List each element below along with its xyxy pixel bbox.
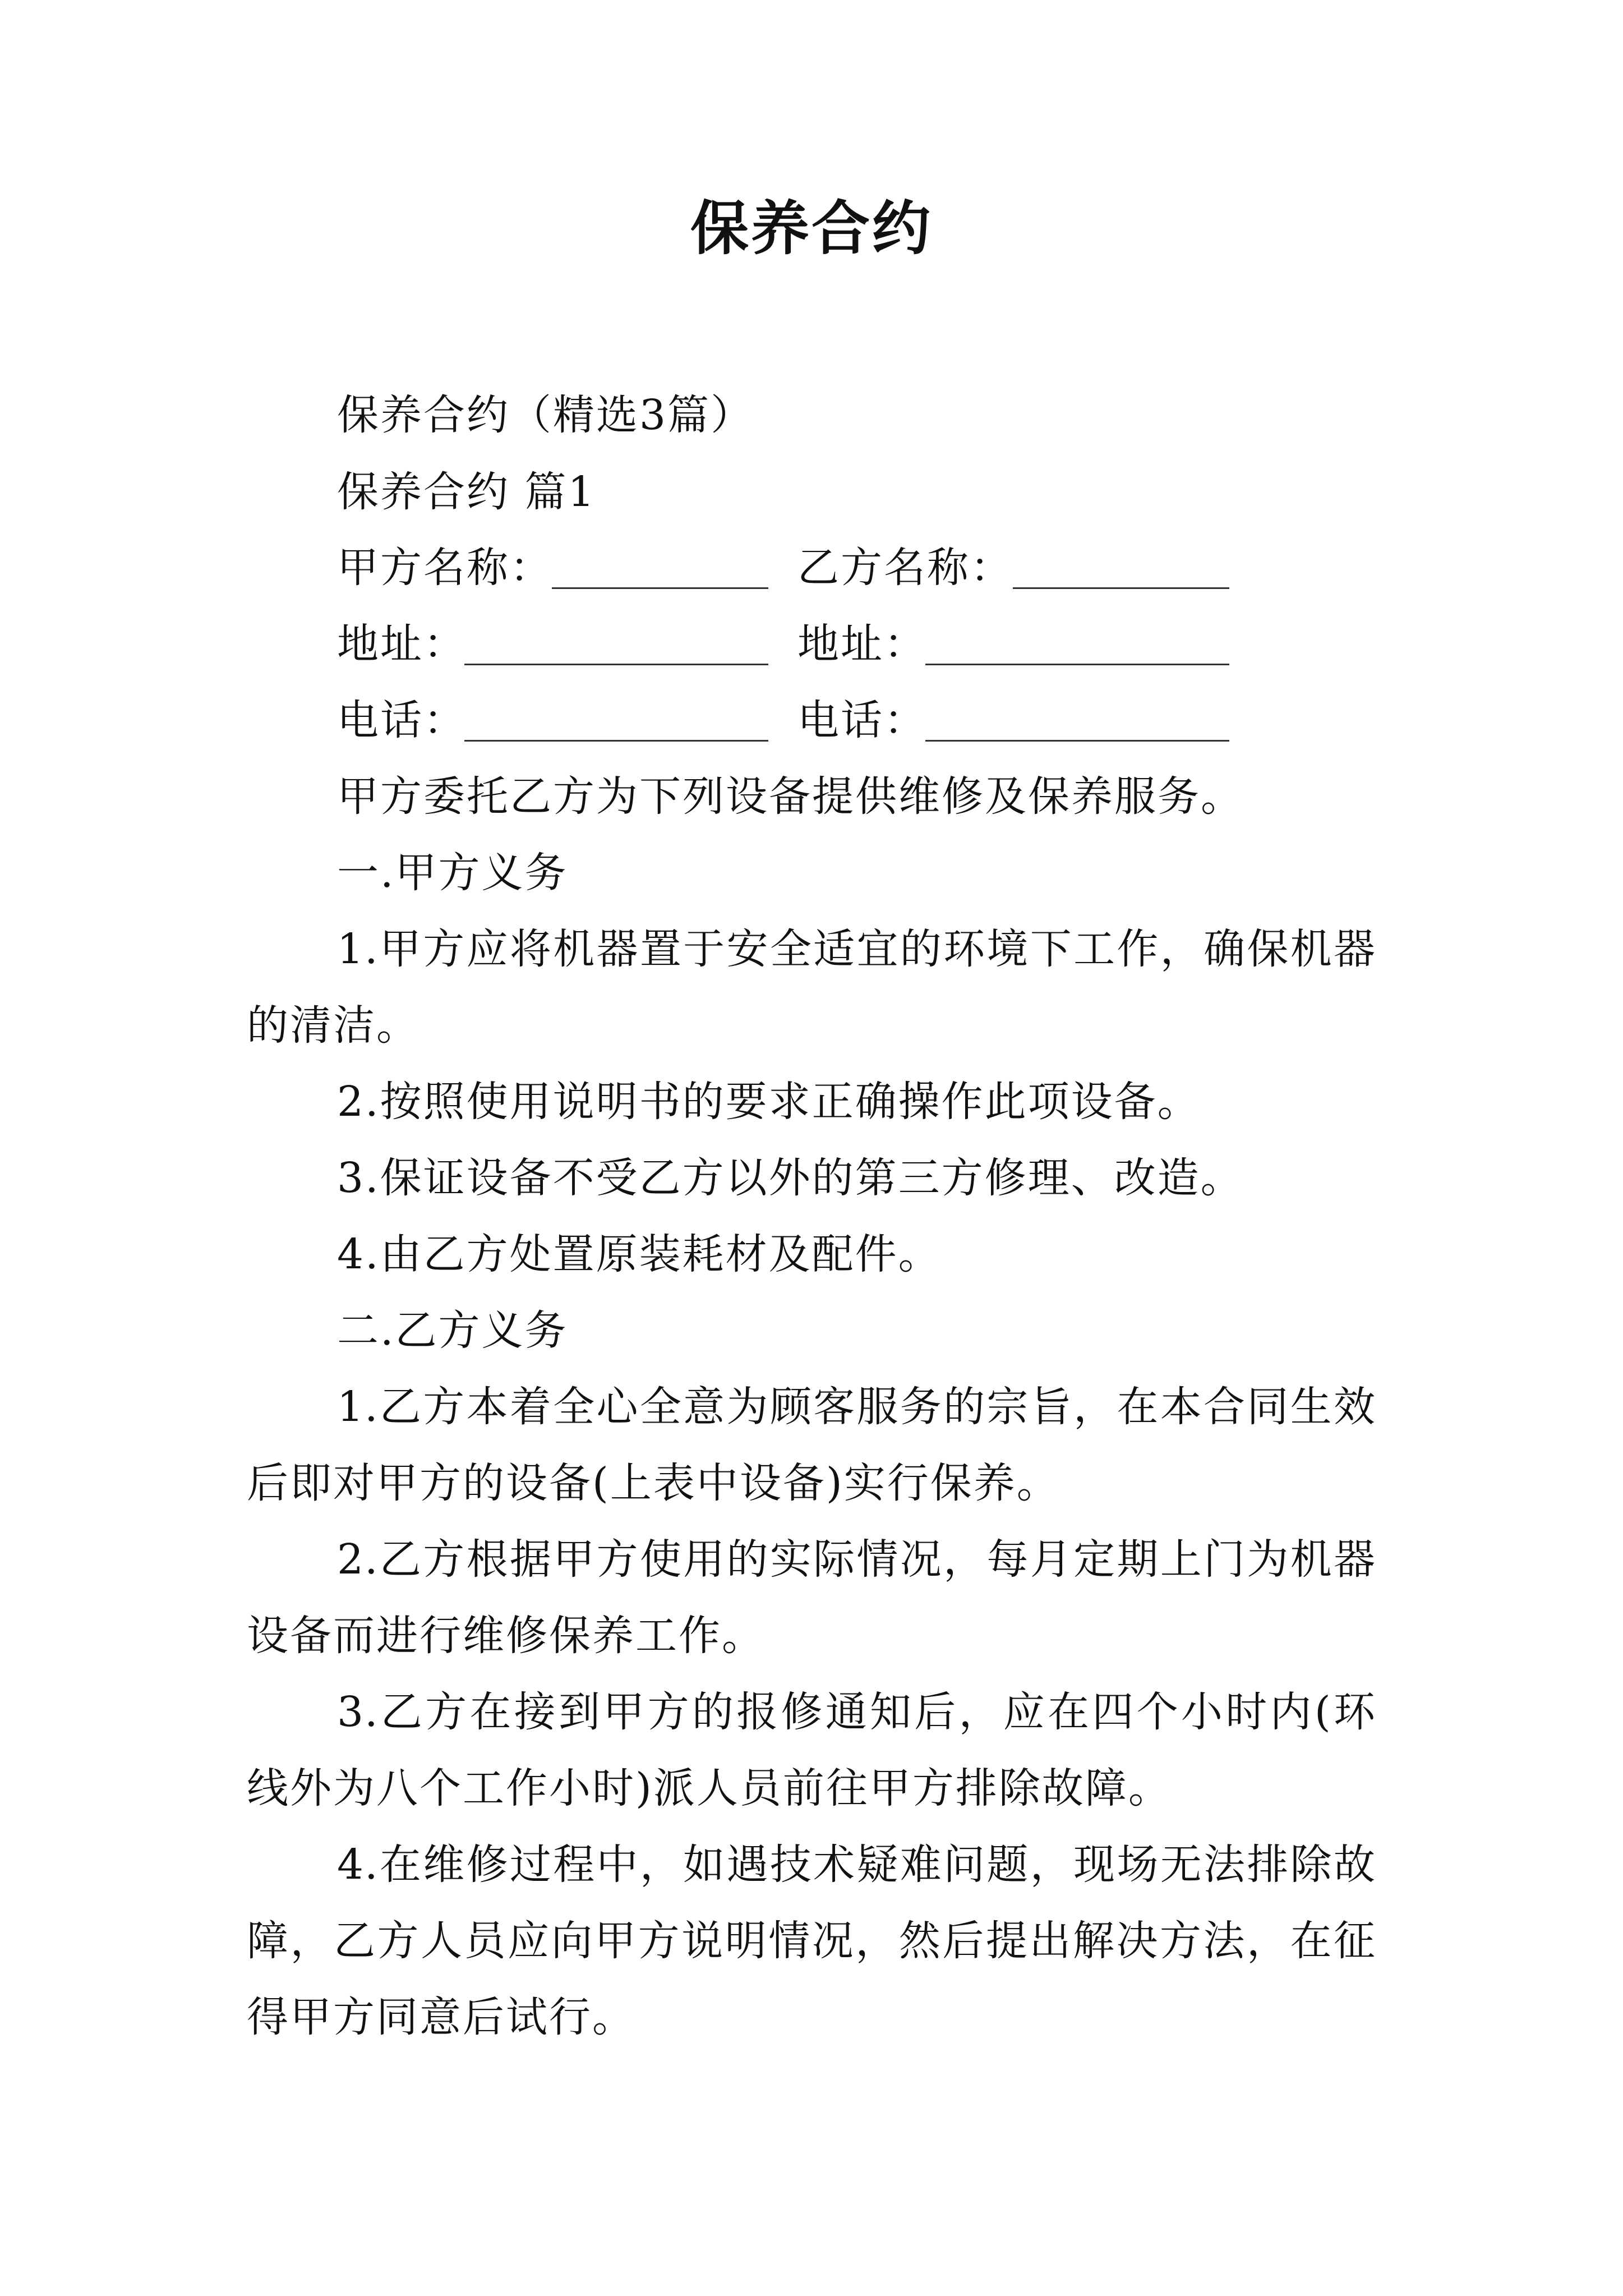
party-b-name-label: 乙方名称： bbox=[797, 544, 1013, 592]
part2-item4-line3: 得甲方同意后试行。 bbox=[247, 1993, 635, 2041]
part1-item1-line1: 1.甲方应将机器置于安全适宜的环境下工作，确保机器 bbox=[337, 925, 1376, 973]
intro-paragraph: 甲方委托乙方为下列设备提供维修及保养服务。 bbox=[337, 772, 1244, 821]
address-a-blank bbox=[464, 664, 768, 665]
phone-a-label: 电话： bbox=[337, 696, 467, 744]
part1-item2: 2.按照使用说明书的要求正确操作此项设备。 bbox=[337, 1078, 1201, 1126]
part2-item1-line2: 后即对甲方的设备(上表中设备)实行保养。 bbox=[247, 1459, 1060, 1507]
address-b-blank bbox=[925, 664, 1229, 665]
part2-item3-line1: 3.乙方在接到甲方的报修通知后，应在四个小时内(环 bbox=[337, 1688, 1376, 1736]
part2-item2-line2: 设备而进行维修保养工作。 bbox=[247, 1612, 765, 1660]
phone-b-label: 电话： bbox=[797, 696, 927, 744]
party-b-name-blank bbox=[1013, 587, 1229, 589]
party-a-name-blank bbox=[552, 587, 768, 589]
part2-heading: 二.乙方义务 bbox=[337, 1306, 568, 1355]
phone-b-blank bbox=[925, 740, 1229, 742]
part2-item2-line1: 2.乙方根据甲方使用的实际情况，每月定期上门为机器 bbox=[337, 1535, 1376, 1584]
part2-item1-line1: 1.乙方本着全心全意为顾客服务的宗旨，在本合同生效 bbox=[337, 1383, 1376, 1431]
part2-item3-line2: 线外为八个工作小时)派人员前往甲方排除故障。 bbox=[247, 1764, 1172, 1812]
part1-item1-line2: 的清洁。 bbox=[247, 1001, 419, 1050]
address-b-label: 地址： bbox=[797, 620, 927, 668]
document-title: 保养合约 bbox=[690, 194, 933, 263]
part2-item4-line1: 4.在维修过程中，如遇技术疑难问题，现场无法排除故 bbox=[337, 1841, 1376, 1889]
part2-item4-line2: 障，乙方人员应向甲方说明情况，然后提出解决方法，在征 bbox=[247, 1917, 1376, 1965]
section-heading: 保养合约 篇1 bbox=[337, 468, 596, 516]
document-subtitle: 保养合约（精选3篇） bbox=[337, 391, 754, 439]
address-a-label: 地址： bbox=[337, 620, 467, 668]
party-a-name-label: 甲方名称： bbox=[337, 544, 553, 592]
part1-heading: 一.甲方义务 bbox=[337, 849, 568, 897]
part1-item4: 4.由乙方处置原装耗材及配件。 bbox=[337, 1230, 942, 1278]
part1-item3: 3.保证设备不受乙方以外的第三方修理、改造。 bbox=[337, 1154, 1244, 1202]
phone-a-blank bbox=[464, 740, 768, 742]
